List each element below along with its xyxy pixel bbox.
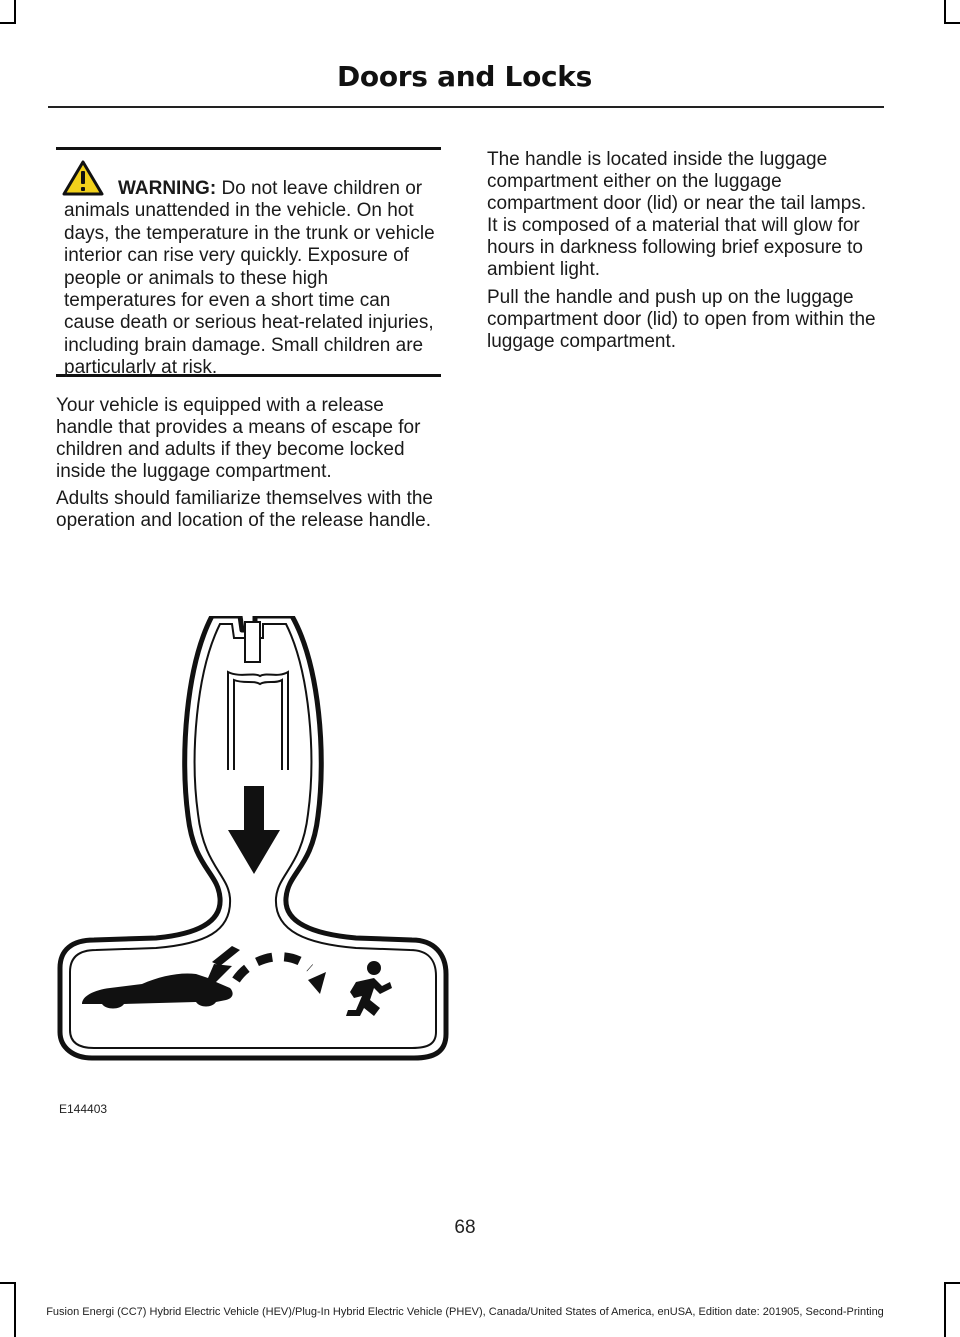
crop-mark bbox=[944, 1282, 960, 1284]
release-handle-illustration bbox=[56, 616, 452, 1064]
warning-text bbox=[64, 178, 442, 380]
right-paragraph-1: The handle is located inside the luggage compartment either on the luggage compartment door (lid) or near the tail lamps. It is composed of a material that will glow for hours in darkness following brief exposure to ambient light. bbox=[487, 149, 867, 280]
page-title: Doors and Locks bbox=[336, 60, 592, 93]
page-number: 68 bbox=[454, 1217, 476, 1238]
warning-first-line: Do not leave children bbox=[221, 178, 400, 199]
crop-mark bbox=[944, 0, 946, 24]
left-paragraph-2: Adults should familiarize themselves with the operation and location of the release handle. bbox=[56, 488, 434, 531]
handle-slot bbox=[245, 622, 260, 662]
crop-mark bbox=[0, 22, 16, 24]
figure-id: E144403 bbox=[59, 1102, 108, 1116]
warning-box bbox=[56, 147, 441, 377]
warning-label: WARNING: bbox=[118, 178, 217, 199]
right-paragraph-2: Pull the handle and push up on the luggage compartment door (lid) to open from within the luggage compartment. bbox=[487, 287, 876, 352]
crop-mark bbox=[0, 1282, 16, 1284]
left-paragraph-1: Your vehicle is equipped with a release handle that provides a means of escape for children and adults if they become locked inside the luggage compartment. bbox=[56, 395, 421, 482]
crop-mark bbox=[14, 0, 16, 24]
footer-text: Fusion Energi (CC7) Hybrid Electric Vehicle (HEV)/Plug-In Hybrid Electric Vehicle (PHEV), Canada/United States of America, enUSA, Edition date: 201905, Second-Printing bbox=[46, 1306, 884, 1318]
crop-mark bbox=[944, 1282, 946, 1337]
header-divider bbox=[48, 106, 884, 108]
crop-mark bbox=[944, 22, 960, 24]
warning-body: or animals unattended in the vehicle. On hot days, the temperature in the trunk or vehicle interior can rise very quickly. Exposure of people or animals to these high temperatures for even a short time can cause death or serious heat-related injuries, including brain damage. Small children are particularly at risk. bbox=[64, 178, 435, 379]
